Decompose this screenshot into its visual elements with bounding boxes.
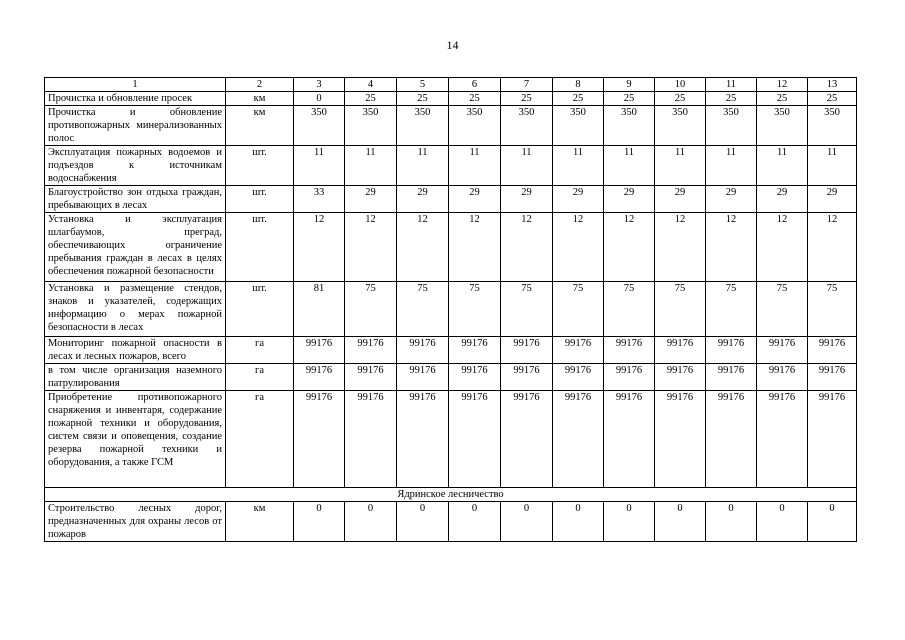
value-cell: 75: [345, 282, 397, 337]
value-cell: 12: [757, 213, 808, 282]
page-number: 14: [446, 38, 459, 52]
value-cell: 99176: [655, 364, 706, 391]
value-cell: 99176: [345, 364, 397, 391]
column-number-7: 7: [501, 78, 553, 92]
value-cell: 75: [757, 282, 808, 337]
value-cell: 99176: [706, 337, 757, 364]
activity-description: Приобретение противопожарного снаряжения и инвентаря, содержание пожарной техники и оборудования, систем связи и оповещения, создание резерва пожарной техники и оборудования, а также ГСМ: [45, 391, 226, 488]
value-cell: 12: [449, 213, 501, 282]
column-number-6: 6: [449, 78, 501, 92]
activity-description: Благоустройство зон отдыха граждан, пребывающих в лесах: [45, 186, 226, 213]
unit-cell: км: [226, 106, 294, 146]
activity-description: в том числе организация наземного патрулирования: [45, 364, 226, 391]
value-cell: 75: [449, 282, 501, 337]
value-cell: 99176: [553, 364, 604, 391]
value-cell: 99176: [501, 391, 553, 488]
value-cell: 11: [501, 146, 553, 186]
value-cell: 350: [655, 106, 706, 146]
value-cell: 25: [553, 92, 604, 106]
unit-cell: шт.: [226, 213, 294, 282]
value-cell: 350: [604, 106, 655, 146]
value-cell: 350: [706, 106, 757, 146]
value-cell: 350: [808, 106, 857, 146]
value-cell: 350: [449, 106, 501, 146]
column-number-3: 3: [294, 78, 345, 92]
value-cell: 25: [345, 92, 397, 106]
value-cell: 99176: [757, 364, 808, 391]
activity-description: Эксплуатация пожарных водоемов и подъездов к источникам водоснабжения: [45, 146, 226, 186]
value-cell: 12: [706, 213, 757, 282]
value-cell: 0: [501, 502, 553, 542]
value-cell: 350: [501, 106, 553, 146]
activity-description: Строительство лесных дорог, предназначенных для охраны лесов от пожаров: [45, 502, 226, 542]
value-cell: 11: [449, 146, 501, 186]
value-cell: 99176: [553, 391, 604, 488]
value-cell: 99176: [604, 391, 655, 488]
value-cell: 25: [706, 92, 757, 106]
unit-cell: га: [226, 337, 294, 364]
column-number-10: 10: [655, 78, 706, 92]
unit-cell: га: [226, 391, 294, 488]
value-cell: 99176: [501, 364, 553, 391]
value-cell: 99176: [449, 391, 501, 488]
value-cell: 99176: [294, 364, 345, 391]
value-cell: 99176: [294, 391, 345, 488]
value-cell: 99176: [757, 337, 808, 364]
value-cell: 11: [553, 146, 604, 186]
value-cell: 0: [604, 502, 655, 542]
value-cell: 81: [294, 282, 345, 337]
column-number-13: 13: [808, 78, 857, 92]
value-cell: 12: [345, 213, 397, 282]
column-number-12: 12: [757, 78, 808, 92]
value-cell: 99176: [553, 337, 604, 364]
value-cell: 0: [449, 502, 501, 542]
value-cell: 99176: [655, 337, 706, 364]
value-cell: 99176: [808, 337, 857, 364]
value-cell: 0: [706, 502, 757, 542]
value-cell: 25: [449, 92, 501, 106]
table-row: [45, 337, 857, 364]
column-number-1: 1: [45, 78, 226, 92]
value-cell: 0: [397, 502, 449, 542]
value-cell: 99176: [706, 391, 757, 488]
table-row: [45, 282, 857, 337]
value-cell: 12: [808, 213, 857, 282]
value-cell: 0: [294, 502, 345, 542]
value-cell: 99176: [757, 391, 808, 488]
value-cell: 0: [808, 502, 857, 542]
value-cell: 99176: [345, 337, 397, 364]
column-number-9: 9: [604, 78, 655, 92]
value-cell: 99176: [449, 337, 501, 364]
value-cell: 25: [397, 92, 449, 106]
value-cell: 11: [706, 146, 757, 186]
data-table: [44, 77, 857, 542]
value-cell: 11: [345, 146, 397, 186]
value-cell: 29: [345, 186, 397, 213]
value-cell: 29: [757, 186, 808, 213]
value-cell: 12: [501, 213, 553, 282]
value-cell: 350: [345, 106, 397, 146]
table-row: [45, 391, 857, 488]
value-cell: 11: [757, 146, 808, 186]
column-number-2: 2: [226, 78, 294, 92]
value-cell: 99176: [397, 364, 449, 391]
section-header-row: [45, 488, 857, 502]
value-cell: 25: [808, 92, 857, 106]
activity-description: Установка и эксплуатация шлагбаумов, преград, обеспечивающих ограничение пребывания граждан в лесах в целях обеспечения пожарной безопасности: [45, 213, 226, 282]
value-cell: 12: [655, 213, 706, 282]
value-cell: 99176: [808, 364, 857, 391]
value-cell: 29: [501, 186, 553, 213]
value-cell: 0: [655, 502, 706, 542]
value-cell: 12: [604, 213, 655, 282]
value-cell: 75: [501, 282, 553, 337]
value-cell: 350: [553, 106, 604, 146]
value-cell: 75: [604, 282, 655, 337]
value-cell: 99176: [604, 364, 655, 391]
value-cell: 75: [397, 282, 449, 337]
value-cell: 11: [397, 146, 449, 186]
value-cell: 75: [655, 282, 706, 337]
value-cell: 29: [808, 186, 857, 213]
value-cell: 0: [294, 92, 345, 106]
value-cell: 11: [808, 146, 857, 186]
table-row: [45, 92, 857, 106]
column-number-11: 11: [706, 78, 757, 92]
value-cell: 99176: [604, 337, 655, 364]
table-row: [45, 502, 857, 542]
value-cell: 0: [757, 502, 808, 542]
value-cell: 25: [604, 92, 655, 106]
value-cell: 99176: [397, 391, 449, 488]
column-number-4: 4: [345, 78, 397, 92]
table-header-row: [45, 78, 857, 92]
value-cell: 12: [294, 213, 345, 282]
unit-cell: шт.: [226, 186, 294, 213]
value-cell: 75: [808, 282, 857, 337]
table-row: [45, 213, 857, 282]
table-body: [45, 78, 857, 542]
column-number-8: 8: [553, 78, 604, 92]
activity-description: Прочистка и обновление противопожарных минерализованных полос: [45, 106, 226, 146]
unit-cell: га: [226, 364, 294, 391]
table-row: [45, 364, 857, 391]
table-row: [45, 106, 857, 146]
value-cell: 0: [345, 502, 397, 542]
value-cell: 99176: [655, 391, 706, 488]
value-cell: 29: [655, 186, 706, 213]
value-cell: 11: [655, 146, 706, 186]
value-cell: 29: [449, 186, 501, 213]
value-cell: 11: [604, 146, 655, 186]
unit-cell: шт.: [226, 282, 294, 337]
value-cell: 25: [757, 92, 808, 106]
value-cell: 29: [553, 186, 604, 213]
value-cell: 25: [655, 92, 706, 106]
value-cell: 99176: [808, 391, 857, 488]
table-row: [45, 146, 857, 186]
unit-cell: км: [226, 92, 294, 106]
section-title: Ядринское лесничество: [45, 488, 857, 502]
value-cell: 11: [294, 146, 345, 186]
column-number-5: 5: [397, 78, 449, 92]
value-cell: 350: [757, 106, 808, 146]
value-cell: 99176: [501, 337, 553, 364]
value-cell: 25: [501, 92, 553, 106]
value-cell: 75: [553, 282, 604, 337]
activity-description: Прочистка и обновление просек: [45, 92, 226, 106]
unit-cell: км: [226, 502, 294, 542]
value-cell: 99176: [345, 391, 397, 488]
value-cell: 75: [706, 282, 757, 337]
value-cell: 350: [294, 106, 345, 146]
value-cell: 12: [397, 213, 449, 282]
value-cell: 29: [706, 186, 757, 213]
table-row: [45, 186, 857, 213]
activity-description: Мониторинг пожарной опасности в лесах и лесных пожаров, всего: [45, 337, 226, 364]
value-cell: 99176: [449, 364, 501, 391]
value-cell: 29: [397, 186, 449, 213]
value-cell: 350: [397, 106, 449, 146]
activity-description: Установка и размещение стендов, знаков и указателей, содержащих информацию о мерах пожарной безопасности в лесах: [45, 282, 226, 337]
value-cell: 33: [294, 186, 345, 213]
value-cell: 99176: [294, 337, 345, 364]
value-cell: 99176: [706, 364, 757, 391]
unit-cell: шт.: [226, 146, 294, 186]
value-cell: 12: [553, 213, 604, 282]
value-cell: 0: [553, 502, 604, 542]
value-cell: 29: [604, 186, 655, 213]
value-cell: 99176: [397, 337, 449, 364]
